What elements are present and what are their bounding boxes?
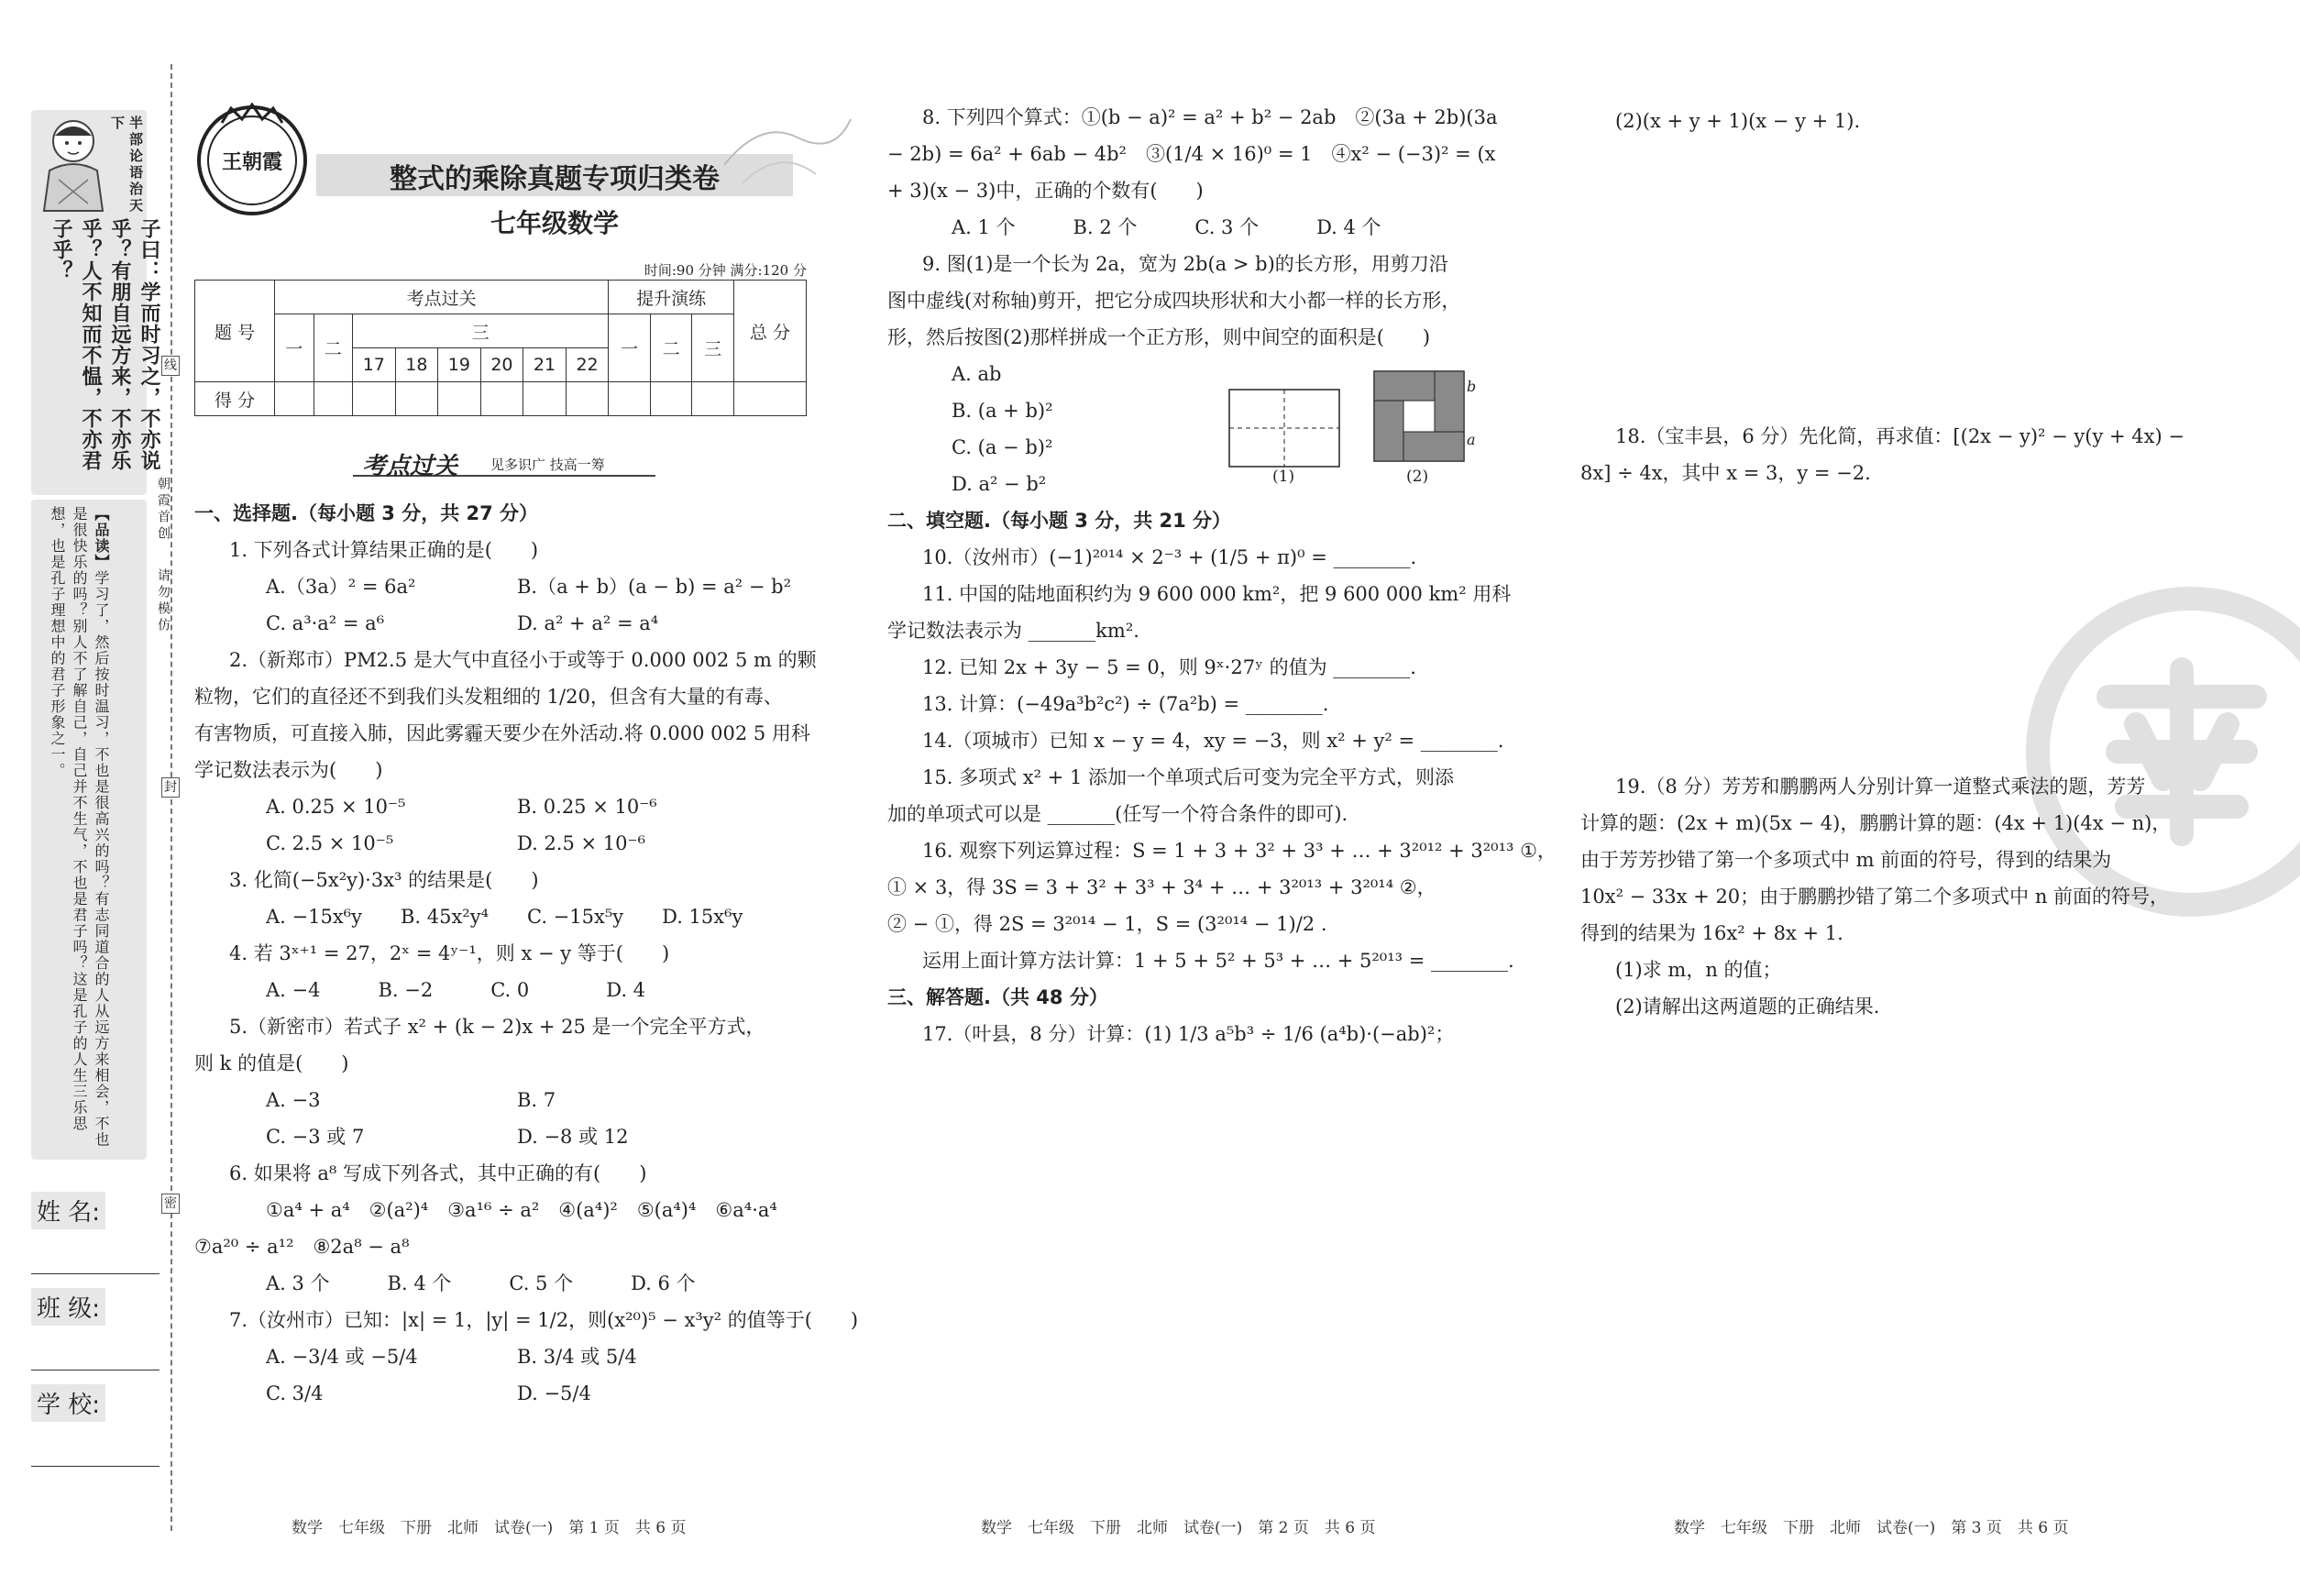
row-label: 题 号 — [195, 281, 275, 382]
question-line — [887, 246, 1511, 282]
q-num: 22 — [566, 348, 609, 382]
line-text: C. −3 或 7 — [266, 1126, 365, 1148]
question-line — [194, 752, 818, 788]
score-cell[interactable] — [566, 382, 609, 416]
line-text: ① × 3，得 3S = 3 + 3² + 3³ + 3⁴ + … + 3²⁰¹³ + 3²⁰¹⁴ ②， — [887, 876, 1436, 898]
line-text: 粒物，它们的直径还不到我们头发粗细的 1/20，但含有大量的有毒、 — [194, 686, 783, 708]
question-line — [887, 172, 1511, 209]
line-text: 1. 下列各式计算结果正确的是( ) — [229, 539, 539, 561]
line-text: 8. 下列四个算式：①(b − a)² = a² + b² − 2ab ②(3a + 2b)(3a — [922, 106, 1498, 128]
line-text: 5.（新密市）若式子 x² + (k − 2)x + 25 是一个完全平方式， — [229, 1016, 765, 1038]
group-tisheng: 提升演练 — [609, 281, 734, 314]
motto-top: 半部论语治天下 — [109, 116, 144, 215]
score-cell[interactable] — [480, 382, 523, 416]
figure-1-label: (1) — [1272, 468, 1295, 486]
figure-2 — [1373, 370, 1465, 462]
footer-page-1: 数学 七年级 下册 北师 试卷(一) 第 1 页 共 6 页 — [292, 1519, 687, 1537]
section-heading — [887, 502, 1511, 539]
question-line — [194, 1228, 818, 1265]
option-b-text: B. 0.25 × 10⁻⁶ — [517, 796, 657, 818]
q17-part2: (2)(x + y + 1)(x − y + 1). — [1615, 110, 1861, 132]
class-label: 班 级: — [31, 1288, 105, 1326]
q-num: 19 — [438, 348, 481, 382]
line-text: 15. 多项式 x² + 1 添加一个单项式后可变为完全平方式，则添 — [922, 766, 1454, 788]
option-b-text: B. 3/4 或 5/4 — [517, 1346, 637, 1368]
line-text: 图中虚线(对称轴)剪开，把它分成四块形状和大小都一样的长方形， — [887, 290, 1461, 312]
line-text: 4. 若 3ˣ⁺¹ = 27，2ˣ = 4ʸ⁻¹，则 x − y 等于( ) — [229, 942, 670, 964]
question-line — [194, 898, 818, 935]
question-line — [194, 972, 818, 1008]
line-text: ② − ①，得 2S = 3²⁰¹⁴ − 1，S = (3²⁰¹⁴ − 1)/2 . — [887, 913, 1327, 935]
figure-2-side-b: b — [1467, 378, 1477, 395]
question-line — [194, 1338, 818, 1375]
line-text: 9. 图(1)是一个长为 2a，宽为 2b(a > b)的长方形，用剪刀沿 — [922, 253, 1448, 275]
cut-line — [171, 64, 172, 1531]
question-line — [887, 99, 1511, 136]
option-b-text: D. a² + a² = a⁴ — [517, 612, 659, 634]
line-text: A. 3 个 B. 4 个 C. 5 个 D. 6 个 — [266, 1272, 696, 1294]
line-text: 形，然后按图(2)那样拼成一个正方形，则中间空的面积是( ) — [887, 326, 1431, 348]
question-line — [194, 1118, 818, 1155]
pindu-text — [46, 506, 112, 1153]
total-label: 总 分 — [733, 281, 806, 382]
page-subtitle: 七年级数学 — [490, 208, 619, 238]
question-line — [194, 642, 818, 678]
question-line — [194, 1375, 818, 1412]
question-line — [194, 678, 818, 715]
section-heading — [887, 979, 1511, 1016]
q19-line: 得到的结果为 16x² + 8x + 1. — [1580, 922, 1843, 944]
line-text: C. 2.5 × 10⁻⁵ — [266, 832, 394, 854]
line-text: 学记数法表示为( ) — [194, 759, 383, 781]
question-line — [887, 759, 1511, 796]
group-kaodian: 考点过关 — [275, 281, 609, 314]
score-cell[interactable] — [523, 382, 567, 416]
side-note-1: 朝霞首创 — [156, 477, 171, 543]
column-2 — [887, 99, 1557, 1052]
q18-line: 18.（宝丰县，6 分）先化简，再求值：[(2x − y)² − y(y + 4x) − — [1615, 425, 2184, 447]
line-text: C. a³·a² = a⁶ — [266, 612, 385, 634]
question-line — [887, 136, 1511, 172]
score-cell[interactable] — [609, 382, 651, 416]
line-text: 7.（汝州市）已知：|x| = 1，|y| = 1/2，则(x²⁰)⁵ − x³y² 的值等于( ) — [229, 1309, 859, 1331]
score-cell[interactable] — [395, 382, 438, 416]
question-line — [194, 1082, 818, 1118]
line-text: 11. 中国的陆地面积约为 9 600 000 km²，把 9 600 000 km² 用科 — [922, 583, 1512, 605]
col-two: 二 — [314, 314, 353, 382]
question-line — [194, 568, 818, 605]
option-b-text: D. −5/4 — [517, 1382, 591, 1404]
question-line — [194, 1155, 818, 1192]
school-field[interactable] — [31, 1384, 160, 1467]
cut-mark-seal: 封 — [161, 777, 180, 798]
question-line — [887, 686, 1511, 722]
banner-main: 考点过关 — [362, 453, 458, 480]
line-text: C. (a − b)² — [952, 436, 1053, 458]
question-line — [887, 209, 1511, 246]
question-line — [194, 605, 818, 642]
line-text: A. −3/4 或 −5/4 — [266, 1346, 418, 1368]
line-text: D. a² − b² — [952, 473, 1047, 495]
column-1 — [194, 495, 859, 1412]
col-three: 三 — [353, 314, 609, 348]
question-line — [887, 869, 1511, 906]
q-num: 17 — [353, 348, 396, 382]
score-cell[interactable] — [314, 382, 353, 416]
school-label: 学 校: — [31, 1384, 105, 1422]
name-label: 姓 名: — [31, 1192, 105, 1229]
q18-line: 8x] ÷ 4x，其中 x = 3，y = −2. — [1580, 462, 1871, 484]
question-line — [887, 722, 1511, 759]
question-line — [194, 1302, 859, 1338]
option-b-text: D. −8 或 12 — [517, 1126, 629, 1148]
question-line — [194, 788, 818, 825]
side-note-2: 请勿模仿 — [156, 568, 171, 634]
class-field[interactable] — [31, 1288, 160, 1370]
question-line — [194, 935, 818, 972]
q19-line: 由于芳芳抄错了第一个多项式中 m 前面的符号，得到的结果为 — [1580, 849, 2112, 871]
question-line — [194, 1045, 818, 1082]
question-line — [887, 649, 1511, 686]
line-text: 12. 已知 2x + 3y − 5 = 0，则 9ˣ·27ʸ 的值为 ________. — [922, 656, 1416, 678]
figure-1 — [1228, 389, 1340, 468]
question-line — [887, 539, 1511, 576]
pindu-label: 【品读】 — [93, 506, 110, 570]
name-line — [31, 1273, 160, 1274]
q19-line: (2)请解出这两道题的正确结果. — [1615, 996, 1880, 1018]
section-banner — [353, 447, 655, 480]
option-b-text: B.（a + b）(a − b) = a² − b² — [517, 576, 792, 598]
q19-line: 19.（8 分）芳芳和鹏鹏两人分别计算一道整式乘法的题，芳芳 — [1615, 776, 2146, 798]
question-line — [194, 825, 818, 862]
line-text: B. (a + b)² — [952, 400, 1053, 422]
col-one: 一 — [275, 314, 314, 382]
question-line — [194, 532, 818, 568]
score-cell[interactable] — [650, 382, 692, 416]
q19-line: (1)求 m，n 的值； — [1615, 959, 1782, 981]
figure-2-label: (2) — [1406, 468, 1429, 486]
line-text: A. 1 个 B. 2 个 C. 3 个 D. 4 个 — [952, 216, 1381, 238]
question-line — [194, 1008, 818, 1045]
line-text: 14.（项城市）已知 x − y = 4，xy = −3，则 x² + y² = ________. — [922, 730, 1504, 752]
q19-line: 10x² − 33x + 20；由于鹏鹏抄错了第二个多项式中 n 前面的符号， — [1580, 886, 2170, 908]
line-text: 一、选择题.（每小题 3 分，共 27 分） — [194, 502, 539, 524]
score-cell[interactable] — [353, 382, 396, 416]
line-text: 则 k 的值是( ) — [194, 1052, 349, 1074]
logo-text: 王朝霞 — [221, 150, 282, 174]
col-ts-three: 三 — [692, 314, 734, 382]
line-text: A. −4 B. −2 C. 0 D. 4 — [266, 979, 646, 1001]
line-text: + 3)(x − 3)中，正确的个数有( ) — [887, 180, 1204, 202]
question-line — [194, 1192, 818, 1228]
score-cell[interactable] — [692, 382, 734, 416]
col-ts-one: 一 — [609, 314, 651, 382]
question-18 — [1580, 418, 2240, 491]
cut-mark-secret: 密 — [161, 1194, 180, 1214]
banner-tag: 见多识广 技高一筹 — [490, 457, 605, 473]
quote-main: 子曰：学而时习之，不亦说乎？有朋自远方来，不亦乐乎？人不知而不愠，不亦君子乎？ — [50, 218, 160, 471]
question-line — [887, 942, 1514, 979]
line-text: A. ab — [952, 363, 1002, 385]
mascot-figure — [37, 116, 114, 216]
footer-page-3: 数学 七年级 下册 北师 试卷(一) 第 3 页 共 6 页 — [1674, 1519, 2069, 1537]
line-text: 16. 观察下列运算过程：S = 1 + 3 + 3² + 3³ + … + 3²⁰¹² + 3²⁰¹³ ①， — [922, 840, 1557, 862]
q-num: 21 — [523, 348, 567, 382]
line-text: 三、解答题.（共 48 分） — [887, 986, 1108, 1008]
question-19 — [1580, 768, 2240, 1025]
score-table — [194, 280, 807, 416]
score-cell[interactable] — [438, 382, 481, 416]
q-num: 18 — [395, 348, 438, 382]
footer-page-2: 数学 七年级 下册 北师 试卷(一) 第 2 页 共 6 页 — [981, 1519, 1376, 1537]
pindu-body: 学习了，然后按时温习，不也是很高兴的吗？有志同道合的人从远方来相会，不也是很快乐的吗？别人不了解自己，自己并不生气，不也是君子吗？这是孔子的人生三乐思想，也是孔子理想中的君子形象之一。 — [49, 506, 110, 1148]
line-text: 二、填空题.（每小题 3 分，共 21 分） — [887, 510, 1232, 532]
line-text: 6. 如果将 a⁸ 写成下列各式，其中正确的有( ) — [229, 1162, 647, 1184]
line-text: 17.（叶县，8 分）计算：(1) 1/3 a⁵b³ ÷ 1/6 (a⁴b)·(−ab)²； — [922, 1023, 1455, 1045]
brand-logo — [194, 103, 310, 218]
line-text: 3. 化简(−5x²y)·3x³ 的结果是( ) — [229, 869, 539, 891]
question-line — [887, 319, 1511, 356]
question-line — [887, 1016, 1511, 1052]
line-text: 2.（新郑市）PM2.5 是大气中直径小于或等于 0.000 002 5 m 的颗 — [229, 649, 817, 671]
line-text: A. 0.25 × 10⁻⁵ — [266, 796, 406, 818]
question-line — [194, 715, 818, 752]
score-cell[interactable] — [275, 382, 314, 416]
line-text: 10.（汝州市）(−1)²⁰¹⁴ × 2⁻³ + (1/5 + π)⁰ = ________. — [922, 546, 1417, 568]
line-text: A.（3a）² = 6a² — [266, 576, 416, 598]
cut-mark-line: 线 — [161, 356, 180, 376]
time-info: 时间:90 分钟 满分:120 分 — [644, 262, 807, 279]
question-line — [887, 576, 1511, 612]
question-line — [887, 906, 1511, 942]
question-line — [887, 796, 1511, 832]
name-field[interactable] — [31, 1192, 160, 1274]
line-text: ⑦a²⁰ ÷ a¹² ⑧2a⁸ − a⁸ — [194, 1236, 410, 1258]
figure-2-side-a: a — [1467, 431, 1476, 448]
question-line — [194, 1265, 818, 1302]
q19-line: 计算的题：(2x + m)(5x − 4)，鹏鹏计算的题：(4x + 1)(4x − n)， — [1580, 812, 2172, 834]
line-text: 学记数法表示为 _______km². — [887, 620, 1139, 642]
school-line — [31, 1466, 160, 1467]
col-ts-two: 二 — [650, 314, 692, 382]
question-line — [887, 282, 1511, 319]
option-b-text: D. 2.5 × 10⁻⁶ — [517, 832, 646, 854]
page-title: 整式的乘除真题专项归类卷 — [390, 163, 720, 195]
line-text: A. −3 — [266, 1089, 321, 1111]
question-line — [194, 862, 818, 898]
question-line — [887, 612, 1511, 649]
line-text: 有害物质，可直接入肺，因此雾霾天要少在外活动.将 0.000 002 5 用科 — [194, 722, 810, 744]
score-label: 得 分 — [195, 382, 275, 416]
q-num: 20 — [480, 348, 523, 382]
line-text: − 2b) = 6a² + 6ab − 4b² ③(1/4 × 16)⁰ = 1 ④x² − (−3)² = (x — [887, 143, 1496, 165]
section-heading — [194, 495, 818, 532]
question-line — [887, 832, 1557, 869]
line-text: 13. 计算：(−49a³b²c²) ÷ (7a²b) = ________. — [922, 693, 1329, 715]
score-cell[interactable] — [733, 382, 806, 416]
option-b-text: B. 7 — [517, 1089, 556, 1111]
line-text: 运用上面计算方法计算：1 + 5 + 5² + 5³ + … + 5²⁰¹³ = ________. — [922, 950, 1514, 972]
line-text: A. −15x⁶y B. 45x²y⁴ C. −15x⁵y D. 15x⁶y — [266, 906, 743, 928]
line-text: 加的单项式可以是 _______(任写一个符合条件的即可). — [887, 803, 1348, 825]
line-text: C. 3/4 — [266, 1382, 324, 1404]
line-text: ①a⁴ + a⁴ ②(a²)⁴ ③a¹⁶ ÷ a² ④(a⁴)² ⑤(a⁴)⁴ ⑥a⁴·a⁴ — [266, 1199, 777, 1221]
